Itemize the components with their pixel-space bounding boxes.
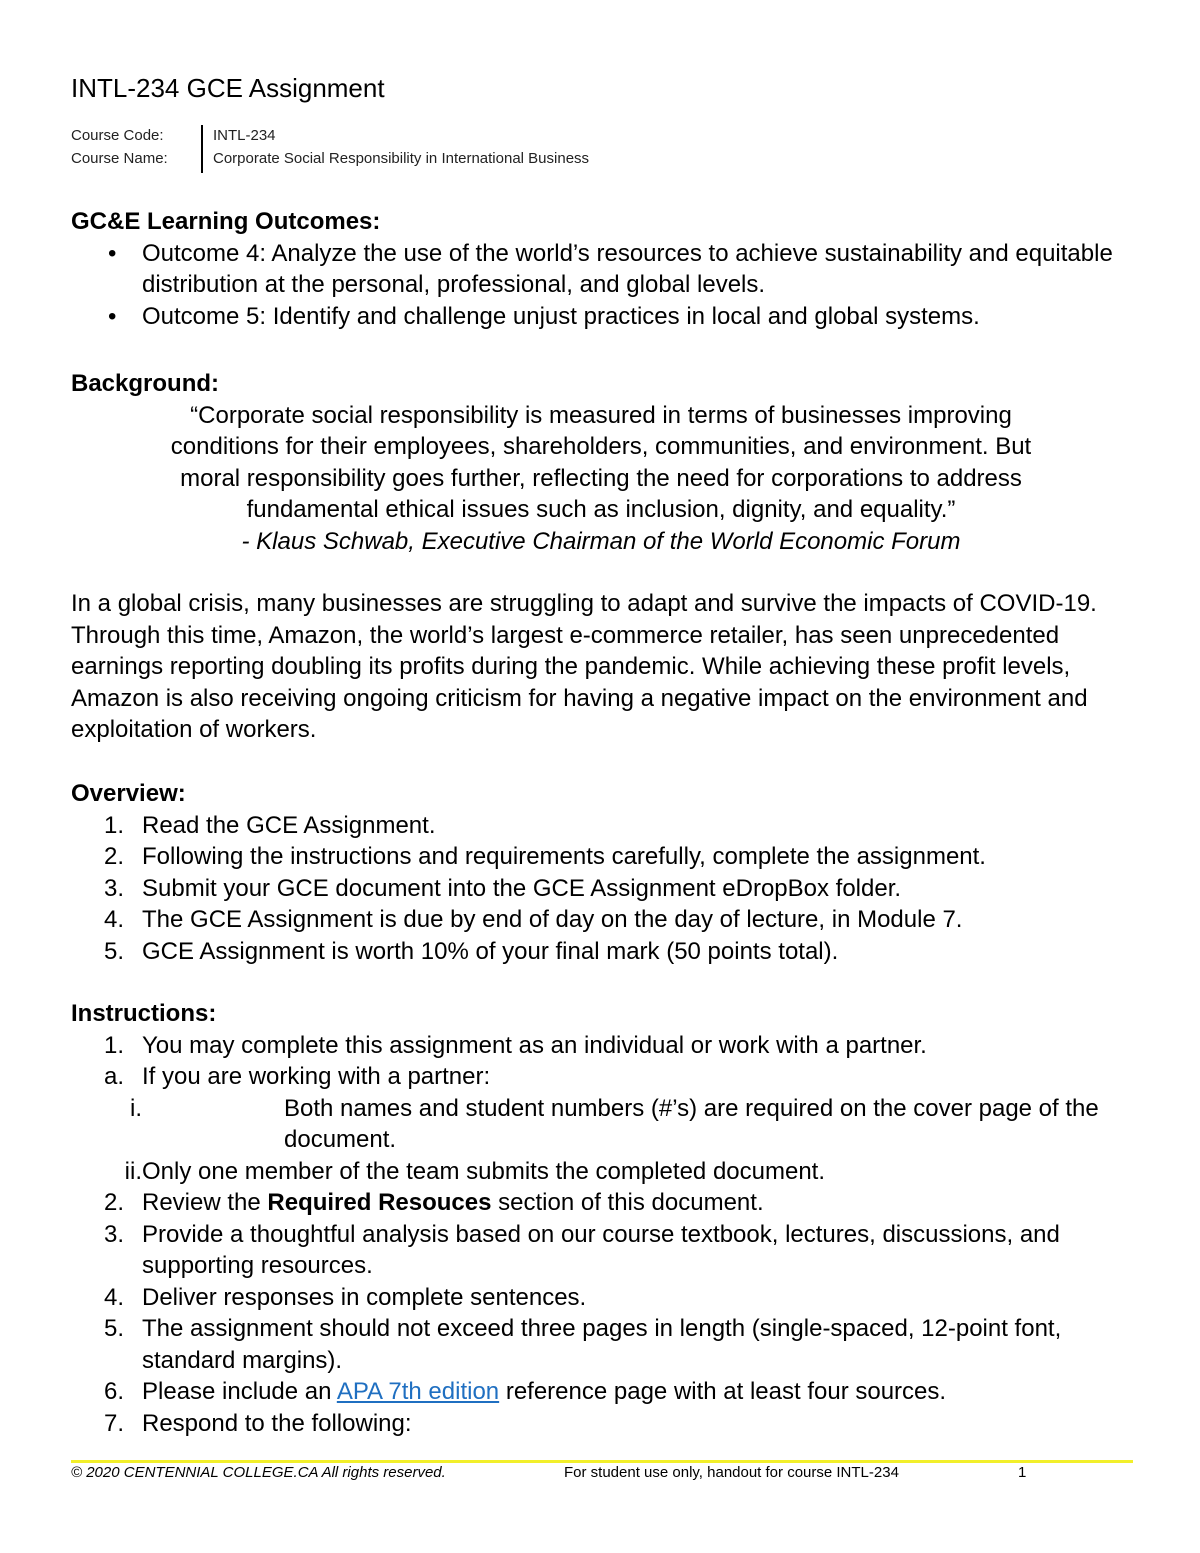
quote-line: conditions for their employees, shareholders, communities, and environment. But <box>170 433 1032 460</box>
overview-item: 1. Read the GCE Assignment. <box>104 811 436 839</box>
background-paragraph: In a global crisis, many businesses are struggling to adapt and survive the impacts of COVID-19. Through this time, Amazon, the world’s largest e-commerce retailer, has seen unprecedented earnings reporting doubling its profits during the pandemic. While achieving these profit levels, Amazon is also receiving ongoing criticism for having a negative impact on the environment and exploitation of workers. <box>71 590 1097 743</box>
instruction-item: 4. Deliver responses in complete sentences. <box>104 1283 587 1311</box>
instruction-item: 2. Review the Required Resouces section of this document. <box>104 1189 764 1216</box>
document-title: INTL-234 GCE Assignment <box>71 73 385 103</box>
overview-item: 5. GCE Assignment is worth 10% of your final mark (50 points total). <box>104 937 839 965</box>
instruction-item: 1. You may complete this assignment as an individual or work with a partner. <box>104 1031 927 1059</box>
quote-line: fundamental ethical issues such as inclusion, dignity, and equality.” <box>246 496 956 523</box>
instructions-heading: Instructions: <box>71 1000 217 1027</box>
required-resources-ref: Required Resouces <box>267 1189 492 1216</box>
overview-item: 4. The GCE Assignment is due by end of day on the day of lecture, in Module 7. <box>104 906 963 933</box>
quote <box>71 400 1131 558</box>
meta-divider <box>201 125 203 173</box>
bullet-icon: • <box>108 302 117 330</box>
instruction-item: 5. The assignment should not exceed three pages in length (single-spaced, 12-point font, standard margins). <box>104 1315 1062 1374</box>
footer-copyright: © 2020 CENTENNIAL COLLEGE.CA All rights reserved. <box>71 1464 446 1481</box>
overview-item: 2. Following the instructions and requirements carefully, complete the assignment. <box>104 843 986 870</box>
course-meta <box>71 124 589 170</box>
outcome-item: • Outcome 5: Identify and challenge unjust practices in local and global systems. <box>71 301 1131 333</box>
background-heading: Background: <box>71 370 220 397</box>
apa-7th-edition-link[interactable]: APA 7th edition <box>336 1378 500 1405</box>
instruction-item: 6. Please include an APA 7th edition reference page with at least four sources. <box>104 1378 947 1405</box>
footer-rule <box>71 1460 1133 1463</box>
quote-line: moral responsibility goes further, reflecting the need for corporations to address <box>180 464 1022 492</box>
overview-section <box>71 778 1131 967</box>
outcome-item: • Outcome 4: Analyze the use of the world’s resources to achieve sustainability and equitable distribution at the personal, professional, and global levels. <box>108 239 1113 298</box>
footer-note: For student use only, handout for course INTL-234 <box>564 1464 899 1481</box>
outcomes-section <box>71 206 1131 332</box>
quote-line: “Corporate social responsibility is measured in terms of businesses improving <box>190 401 1012 429</box>
overview-item: 3. Submit your GCE document into the GCE Assignment eDropBox folder. <box>104 874 902 902</box>
background-section <box>71 368 1131 557</box>
course-code-value: INTL-234 <box>213 127 276 144</box>
instruction-item: 3. Provide a thoughtful analysis based on our course textbook, lectures, discussions, and supporting resources. <box>104 1220 1060 1279</box>
instruction-subitem: a. If you are working with a partner: <box>104 1063 491 1090</box>
bullet-icon: • <box>108 239 117 267</box>
course-name-value: Corporate Social Responsibility in International Business <box>213 150 590 167</box>
overview-heading: Overview: <box>71 780 186 807</box>
instruction-subsubitem: i. Both names and student numbers (#’s) are required on the cover page of the document. <box>130 1094 1099 1153</box>
course-name-label: Course Name: <box>71 150 168 167</box>
instruction-subsubitem: ii. Only one member of the team submits the completed document. <box>124 1157 826 1185</box>
quote-attribution: - Klaus Schwab, Executive Chairman of the World Economic Forum <box>241 527 961 555</box>
course-code-label: Course Code: <box>71 127 164 144</box>
instruction-item: 7. Respond to the following: <box>104 1409 412 1437</box>
instructions-section <box>71 998 1131 1439</box>
page-number: 1 <box>1018 1464 1027 1481</box>
outcomes-heading: GC&E Learning Outcomes: <box>71 208 381 235</box>
